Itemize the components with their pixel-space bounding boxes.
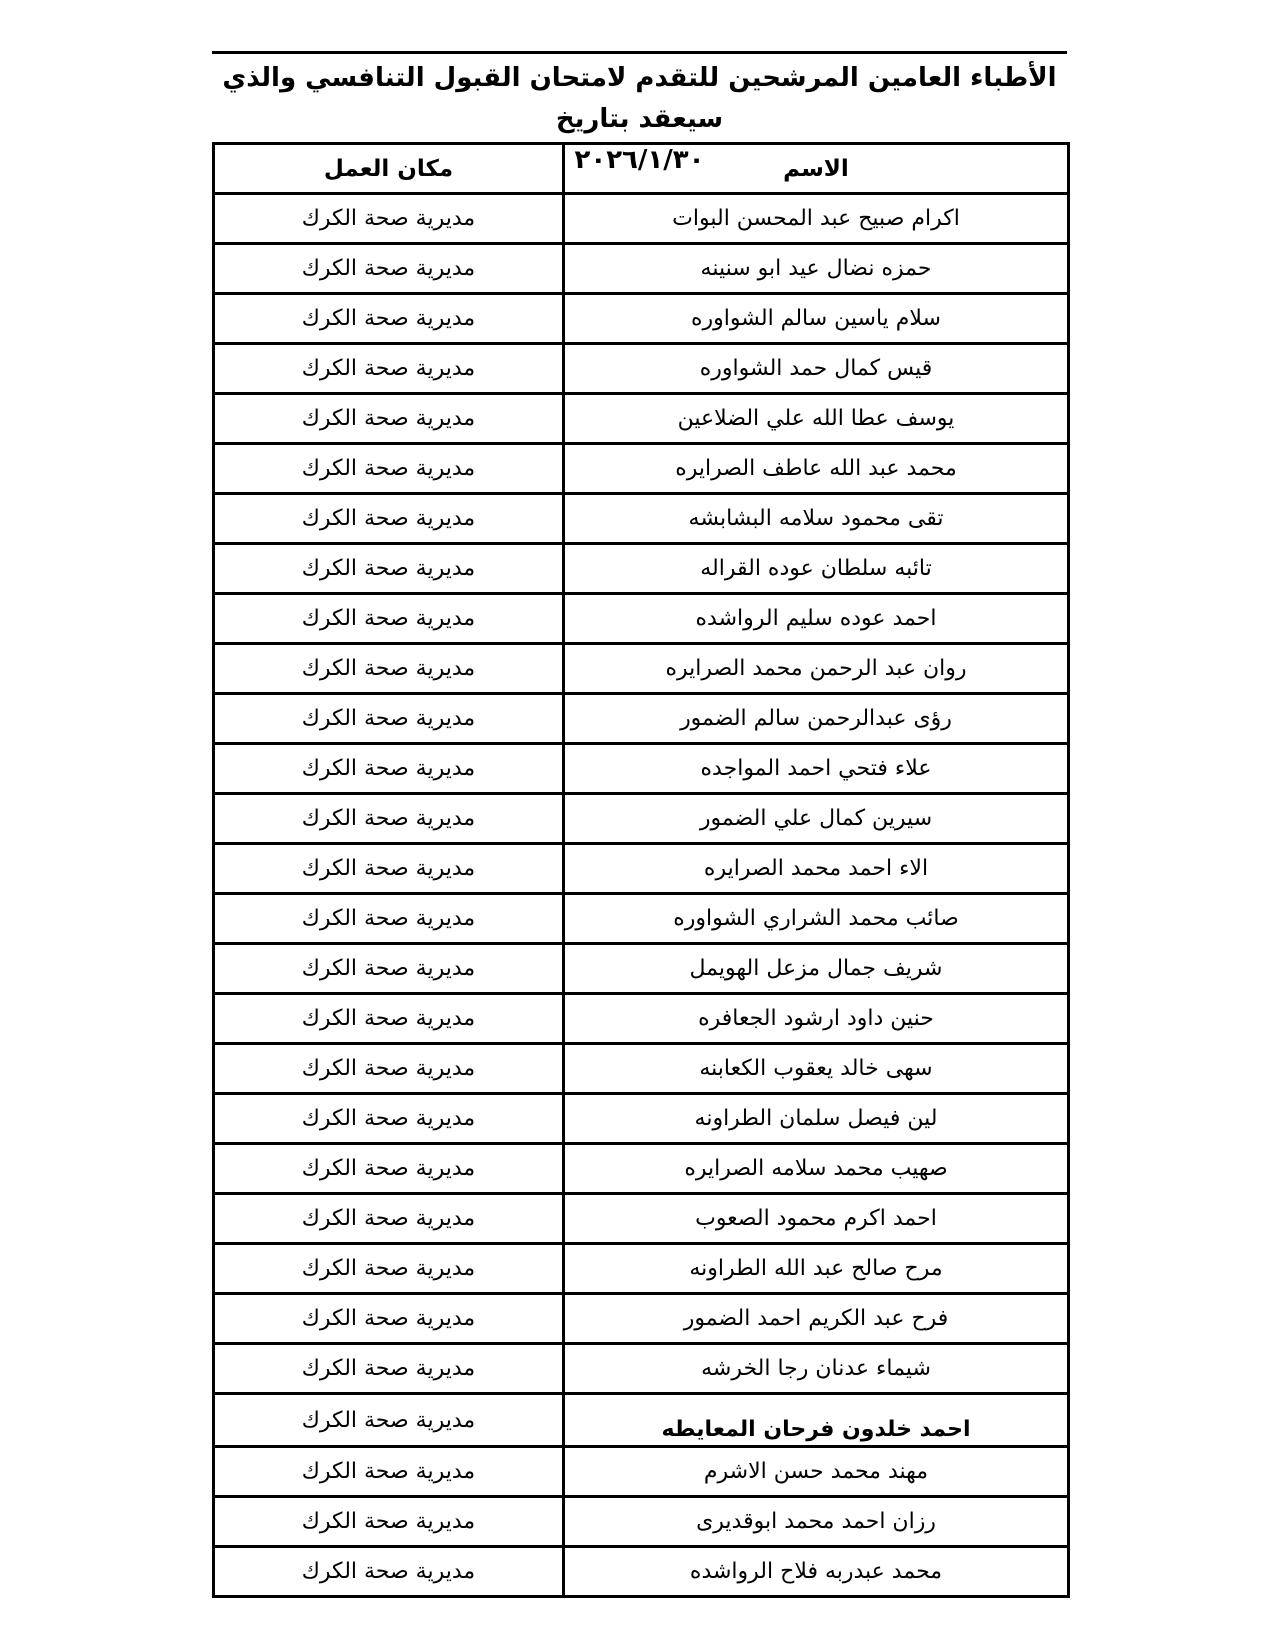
workplace-cell: مديرية صحة الكرك [214, 494, 564, 544]
workplace-column-header: مكان العمل [214, 144, 564, 194]
workplace-cell: مديرية صحة الكرك [214, 1244, 564, 1294]
doctor-name-cell: احمد عوده سليم الرواشده [564, 594, 1069, 644]
table-row [214, 1094, 1069, 1144]
table-row [214, 1447, 1069, 1497]
doctor-name-cell: صائب محمد الشراري الشواوره [564, 894, 1069, 944]
doctor-name-cell: رؤى عبدالرحمن سالم الضمور [564, 694, 1069, 744]
table-row [214, 894, 1069, 944]
doctor-name-cell: اكرام صبيح عبد المحسن البوات [564, 194, 1069, 244]
workplace-cell: مديرية صحة الكرك [214, 1497, 564, 1547]
workplace-cell: مديرية صحة الكرك [214, 894, 564, 944]
table-row [214, 1394, 1069, 1447]
doctor-name-cell: سيرين كمال علي الضمور [564, 794, 1069, 844]
exam-date: ٢٠٢٦/١/٣٠ [574, 145, 705, 175]
table-row [214, 644, 1069, 694]
workplace-cell: مديرية صحة الكرك [214, 1394, 564, 1447]
table-row [214, 1144, 1069, 1194]
workplace-cell: مديرية صحة الكرك [214, 944, 564, 994]
doctor-name-cell: الاء احمد محمد الصرايره [564, 844, 1069, 894]
doctor-name-cell: صهيب محمد سلامه الصرايره [564, 1144, 1069, 1194]
doctor-name-cell: مهند محمد حسن الاشرم [564, 1447, 1069, 1497]
workplace-cell: مديرية صحة الكرك [214, 244, 564, 294]
workplace-cell: مديرية صحة الكرك [214, 294, 564, 344]
workplace-cell: مديرية صحة الكرك [214, 444, 564, 494]
doctor-name-cell: يوسف عطا الله علي الضلاعين [564, 394, 1069, 444]
doctor-name-cell: لين فيصل سلمان الطراونه [564, 1094, 1069, 1144]
table-row [214, 794, 1069, 844]
table-row [214, 244, 1069, 294]
table-row [214, 694, 1069, 744]
workplace-cell: مديرية صحة الكرك [214, 694, 564, 744]
workplace-cell: مديرية صحة الكرك [214, 544, 564, 594]
workplace-cell: مديرية صحة الكرك [214, 394, 564, 444]
table-row [214, 1194, 1069, 1244]
doctor-name-cell: مرح صالح عبد الله الطراونه [564, 1244, 1069, 1294]
table-row [214, 544, 1069, 594]
workplace-cell: مديرية صحة الكرك [214, 1194, 564, 1244]
workplace-cell: مديرية صحة الكرك [214, 794, 564, 844]
doctor-name-cell: فرح عبد الكريم احمد الضمور [564, 1294, 1069, 1344]
doctor-name-cell: سلام ياسين سالم الشواوره [564, 294, 1069, 344]
workplace-cell: مديرية صحة الكرك [214, 194, 564, 244]
table-row [214, 594, 1069, 644]
document-title-line1: الأطباء العامين المرشحين للتقدم لامتحان القبول التنافسي والذي سيعقد بتاريخ [222, 63, 1057, 134]
table-header-row [214, 144, 1069, 194]
table-row [214, 1344, 1069, 1394]
table-row [214, 1294, 1069, 1344]
doctor-name-cell: حمزه نضال عيد ابو سنينه [564, 244, 1069, 294]
workplace-cell: مديرية صحة الكرك [214, 1144, 564, 1194]
name-column-header: الاسم [564, 144, 1069, 194]
doctor-name-cell: روان عبد الرحمن محمد الصرايره [564, 644, 1069, 694]
table-row [214, 194, 1069, 244]
workplace-cell: مديرية صحة الكرك [214, 1094, 564, 1144]
doctor-name-cell: علاء فتحي احمد المواجده [564, 744, 1069, 794]
table-row [214, 944, 1069, 994]
table-row [214, 844, 1069, 894]
header-rule [212, 51, 1067, 54]
doctor-name-cell: محمد عبدربه فلاح الرواشده [564, 1547, 1069, 1597]
table-row [214, 1547, 1069, 1597]
table-row [214, 744, 1069, 794]
doctor-name-cell: شريف جمال مزعل الهويمل [564, 944, 1069, 994]
table-row [214, 444, 1069, 494]
workplace-cell: مديرية صحة الكرك [214, 1547, 564, 1597]
candidates-table [212, 142, 1070, 1598]
table-body [214, 194, 1069, 1597]
doctor-name-cell: احمد خلدون فرحان المعايطه [564, 1394, 1069, 1447]
table-row [214, 1497, 1069, 1547]
table-row [214, 994, 1069, 1044]
doctor-name-cell: حنين داود ارشود الجعافره [564, 994, 1069, 1044]
workplace-cell: مديرية صحة الكرك [214, 744, 564, 794]
workplace-cell: مديرية صحة الكرك [214, 844, 564, 894]
table-row [214, 1044, 1069, 1094]
table-row [214, 1244, 1069, 1294]
doctor-name-cell: شيماء عدنان رجا الخرشه [564, 1344, 1069, 1394]
doctor-name-cell: رزان احمد محمد ابوقديرى [564, 1497, 1069, 1547]
doctor-name-cell: احمد اكرم محمود الصعوب [564, 1194, 1069, 1244]
table-row [214, 294, 1069, 344]
workplace-cell: مديرية صحة الكرك [214, 1044, 564, 1094]
table-row [214, 494, 1069, 544]
table-row [214, 394, 1069, 444]
workplace-cell: مديرية صحة الكرك [214, 994, 564, 1044]
workplace-cell: مديرية صحة الكرك [214, 344, 564, 394]
workplace-cell: مديرية صحة الكرك [214, 644, 564, 694]
doctor-name-cell: سهى خالد يعقوب الكعابنه [564, 1044, 1069, 1094]
workplace-cell: مديرية صحة الكرك [214, 1344, 564, 1394]
doctor-name-cell: محمد عبد الله عاطف الصرايره [564, 444, 1069, 494]
doctor-name-cell: تائبه سلطان عوده القراله [564, 544, 1069, 594]
workplace-cell: مديرية صحة الكرك [214, 594, 564, 644]
table-row [214, 344, 1069, 394]
document-page [212, 0, 1067, 1650]
doctor-name-cell: قيس كمال حمد الشواوره [564, 344, 1069, 394]
doctor-name-cell: تقى محمود سلامه البشابشه [564, 494, 1069, 544]
workplace-cell: مديرية صحة الكرك [214, 1294, 564, 1344]
table-header [214, 144, 1069, 194]
workplace-cell: مديرية صحة الكرك [214, 1447, 564, 1497]
